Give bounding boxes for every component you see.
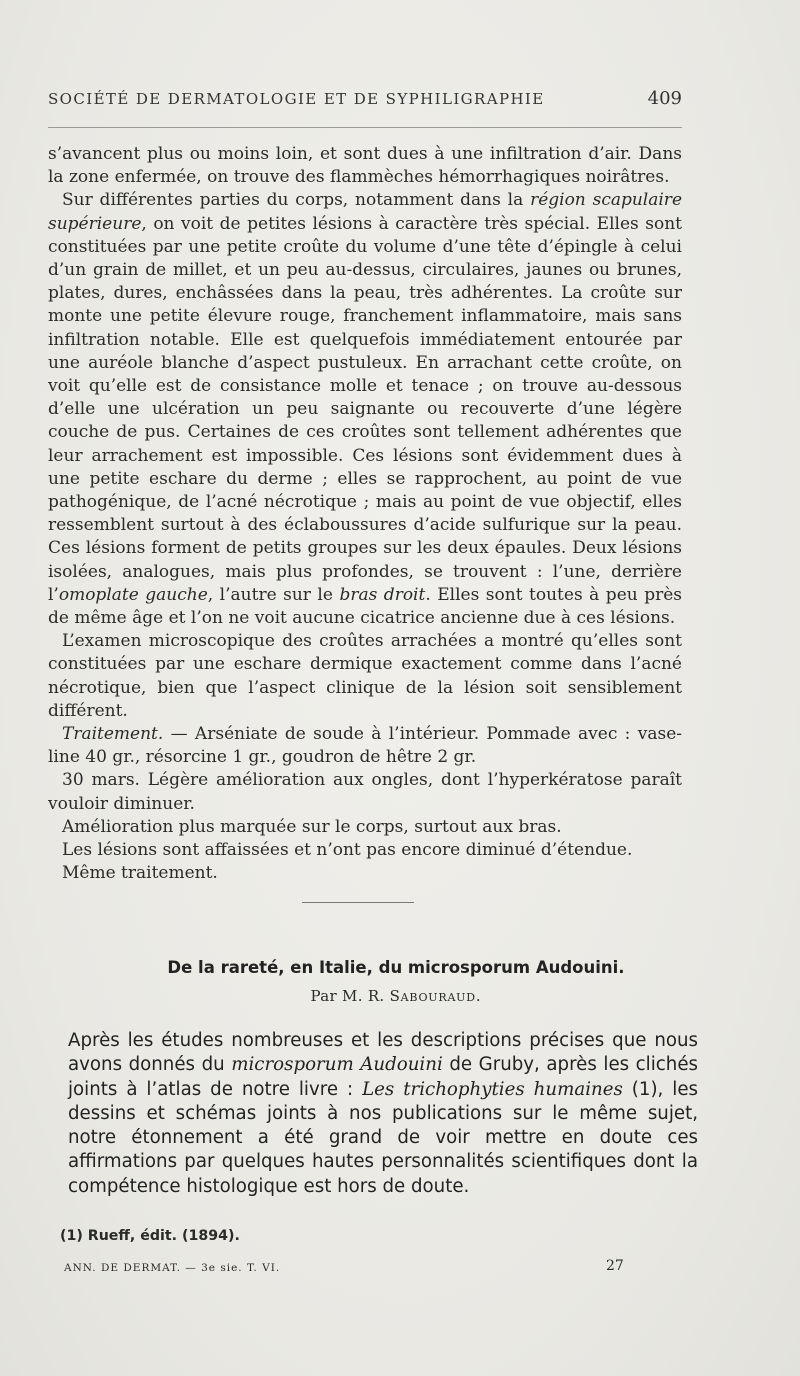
paragraph <box>48 723 682 769</box>
text-run: Après les études nombreuses et les descriptions précises que nous avons donnés du <box>68 1030 698 1076</box>
paragraph: Les lésions sont affaissées et n’ont pas encore diminué d’étendue. <box>62 840 633 861</box>
paragraph: 30 mars. Légère amélioration aux ongles, dont l’hyperkératose paraît vouloir diminuer. <box>48 770 682 814</box>
paragraph: Même traitement. <box>62 863 218 884</box>
article-title: De la rareté, en Italie, du microsporum Audouini. <box>167 958 625 977</box>
page-number: 409 <box>647 88 682 109</box>
sheet-number: 27 <box>606 1258 624 1274</box>
text-run: — Arséniate de soude à l’intérieur. Pommade avec : vaseline 40 gr., résorcine 1 gr., goudron de hêtre 2 gr. <box>48 724 682 768</box>
paragraph: Amélioration plus marquée sur le corps, surtout aux bras. <box>62 816 562 837</box>
italic-term: Traitement. <box>62 724 164 745</box>
paragraph: s’avancent plus ou moins loin, et sont dues à une infiltration d’air. Dans la zone enfermée, on trouve des flammèches hémorrhagiques noirâtres. <box>48 144 682 188</box>
text-run: , on voit de petites lésions à caractère très spécial. Elles sont constituées par une petite croûte du volume d’une tête d’épingle à celui d’un grain de millet, et un peu au-dessus, circulaires, jaunes ou brunes, plates, dures, enchâssées dans la peau, très adhérentes. La croûte sur monte une petite élevure rouge, franchement inflammatoire, mais sans infiltration notable. Elle est quelquefois immédiatement entourée par une auréole blanche d’aspect pustuleux. En arrachant cette croûte, on voit qu’elle est de consistance molle et tenace ; on trouve au-dessous d’elle une ulcération un peu saignante ou recouverte d’une légère couche de pus. Certaines de ces croûtes sont tellement adhérentes que leur arrachement est impossible. Ces lésions sont évidemment dues à une petite eschare du derme ; elles se rapprochent, au point de vue pathogénique, de l’acné nécrotique ; mais au point de vue objectif, elles ressemblent surtout à des éclaboussures d’acide sulfurique sur la peau. Ces lésions forment de petits groupes sur les deux épaules. Deux lésions isolées, analogues, mais plus profondes, se trouvent : l’une, derrière l’ <box>48 213 682 605</box>
text-run: Sur différentes parties du corps, notamment dans la <box>62 190 531 211</box>
signature-mark: ANN. DE DERMAT. — 3e sie. T. VI. <box>64 1262 281 1274</box>
header-rule <box>48 127 682 128</box>
italic-term: microsporum Audouini <box>231 1054 443 1076</box>
byline <box>48 987 744 1005</box>
italic-term: omoplate gauche <box>58 584 208 605</box>
byline-prefix: Par M. R. <box>310 987 390 1005</box>
running-header <box>48 88 682 109</box>
paragraph <box>68 1029 698 1199</box>
paragraph: L’examen microscopique des croûtes arrachées a montré qu’elles sont constituées par une eschare dermique exactement comme dans l’acné nécrotique, bien que l’aspect clinique de la lésion soit sensiblement différent. <box>48 631 682 721</box>
author-name: Sabouraud. <box>389 987 482 1005</box>
case-report-text <box>48 143 682 886</box>
italic-term: Les trichophyties humaines <box>362 1078 623 1100</box>
running-title: SOCIÉTÉ DE DERMATOLOGIE ET DE SYPHILIGRAPHIE <box>48 90 545 108</box>
italic-term: région scapulaire supérieure <box>48 190 682 234</box>
italic-term: bras droit <box>339 584 426 605</box>
article-text <box>68 1029 698 1199</box>
text-run: , l’autre sur le <box>207 584 340 605</box>
text-run: . Elles sont toutes à peu près de même âge et l’on ne voit aucune cicatrice ancienne due à ces lésions. <box>48 584 682 629</box>
text-run: (1), les dessins et schémas joints à nos publications sur le même sujet, notre étonnement a été grand de voir mettre en doute ces affirmations par quelques hautes personnalités scientifiques dont la compétence histologique est hors de doute. <box>68 1078 699 1197</box>
text-run: de Gruby, après les clichés joints à l’atlas de notre livre : <box>68 1054 698 1100</box>
footnote: (1) Rueff, édit. (1894). <box>60 1228 240 1244</box>
paragraph <box>48 189 682 630</box>
section-separator <box>302 902 414 903</box>
